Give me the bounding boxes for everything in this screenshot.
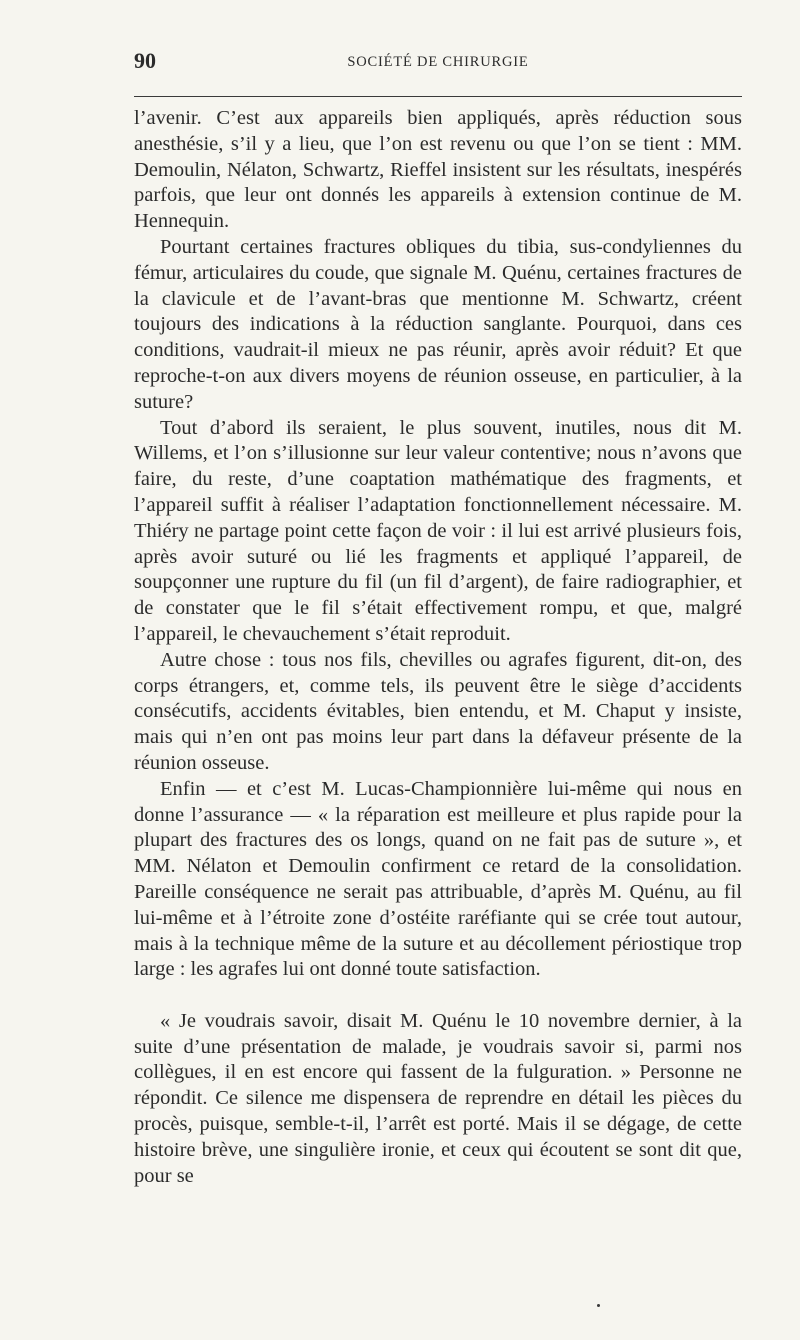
body-text <box>134 106 742 1189</box>
paragraph: Pourtant certaines fractures obliques du tibia, sus-condyliennes du fémur, articulaires du coude, que signale M. Quénu, certaines fractures de la clavicule et de l’avant-bras que mentionne M. Schwartz, créent toujours des indications à la réduction sanglante. Pourquoi, dans ces conditions, vaudrait-il mieux ne pas réunir, après avoir réduit? Et que reproche-t-on aux divers moyens de réunion osseuse, en particulier, à la suture? <box>134 235 742 413</box>
paragraph: Tout d’abord ils seraient, le plus souvent, inutiles, nous dit M. Willems, et l’on s’illusionne sur leur valeur contentive; nous n’avons que faire, du reste, d’une coaptation mathématique des fragments, et l’appareil suffit à réaliser l’adaptation fonctionnellement nécessaire. M. Thiéry ne partage point cette façon de voir : il lui est arrivé plusieurs fois, après avoir suturé ou lié les fragments et appliqué l’appareil, de soupçonner une rupture du fil (un fil d’argent), de faire radiographier, et de constater que le fil s’était effectivement rompu, et que, malgré l’appareil, le chevauchement s’était reproduit. <box>134 416 742 645</box>
paragraph: « Je voudrais savoir, disait M. Quénu le 10 novembre dernier, à la suite d’une présentation de malade, je voudrais savoir si, parmi nos collègues, il en est encore qui fassent de la fulguration. » Personne ne répondit. Ce silence me dispensera de reprendre en détail les pièces du procès, puisque, semble-t-il, l’arrêt est porté. Mais il se dégage, de cette histoire brève, une singulière ironie, et ceux qui écoutent se sont dit que, pour se <box>134 1009 742 1187</box>
page-header <box>134 46 742 86</box>
header-rule <box>134 96 742 97</box>
paragraph: Enfin — et c’est M. Lucas-Championnière lui-même qui nous en donne l’assurance — « la réparation est meilleure et plus rapide pour la plupart des fractures des os longs, quand on ne fait pas de suture », et MM. Nélaton et Demoulin confirment ce retard de la consolidation. Pareille conséquence ne serait pas attribuable, d’après M. Quénu, au fil lui-même et à l’étroite zone d’ostéite raréfiante qui se crée tout autour, mais à la technique même de la suture et au décollement périostique trop large : les agrafes lui ont donné toute satisfaction. <box>134 777 742 981</box>
paragraph: Autre chose : tous nos fils, chevilles ou agrafes figurent, dit-on, des corps étrangers, et, comme tels, ils peuvent être le siège d’accidents consécutifs, accidents évitables, bien entendu, et M. Chaput y insiste, mais qui n’en ont pas moins leur part dans la défaveur présente de la réunion osseuse. <box>134 648 742 774</box>
page-number: 90 <box>134 48 156 73</box>
ink-speck <box>597 1304 600 1307</box>
running-head: SOCIÉTÉ DE CHIRURGIE <box>347 54 529 70</box>
paragraph: l’avenir. C’est aux appareils bien appliqués, après réduction sous anesthésie, s’il y a lieu, que l’on est revenu ou que l’on se tient : MM. Demoulin, Nélaton, Schwartz, Rieffel insistent sur les résultats, inespérés parfois, que leur ont donnés les appareils à extension continue de M. Hennequin. <box>134 107 742 233</box>
